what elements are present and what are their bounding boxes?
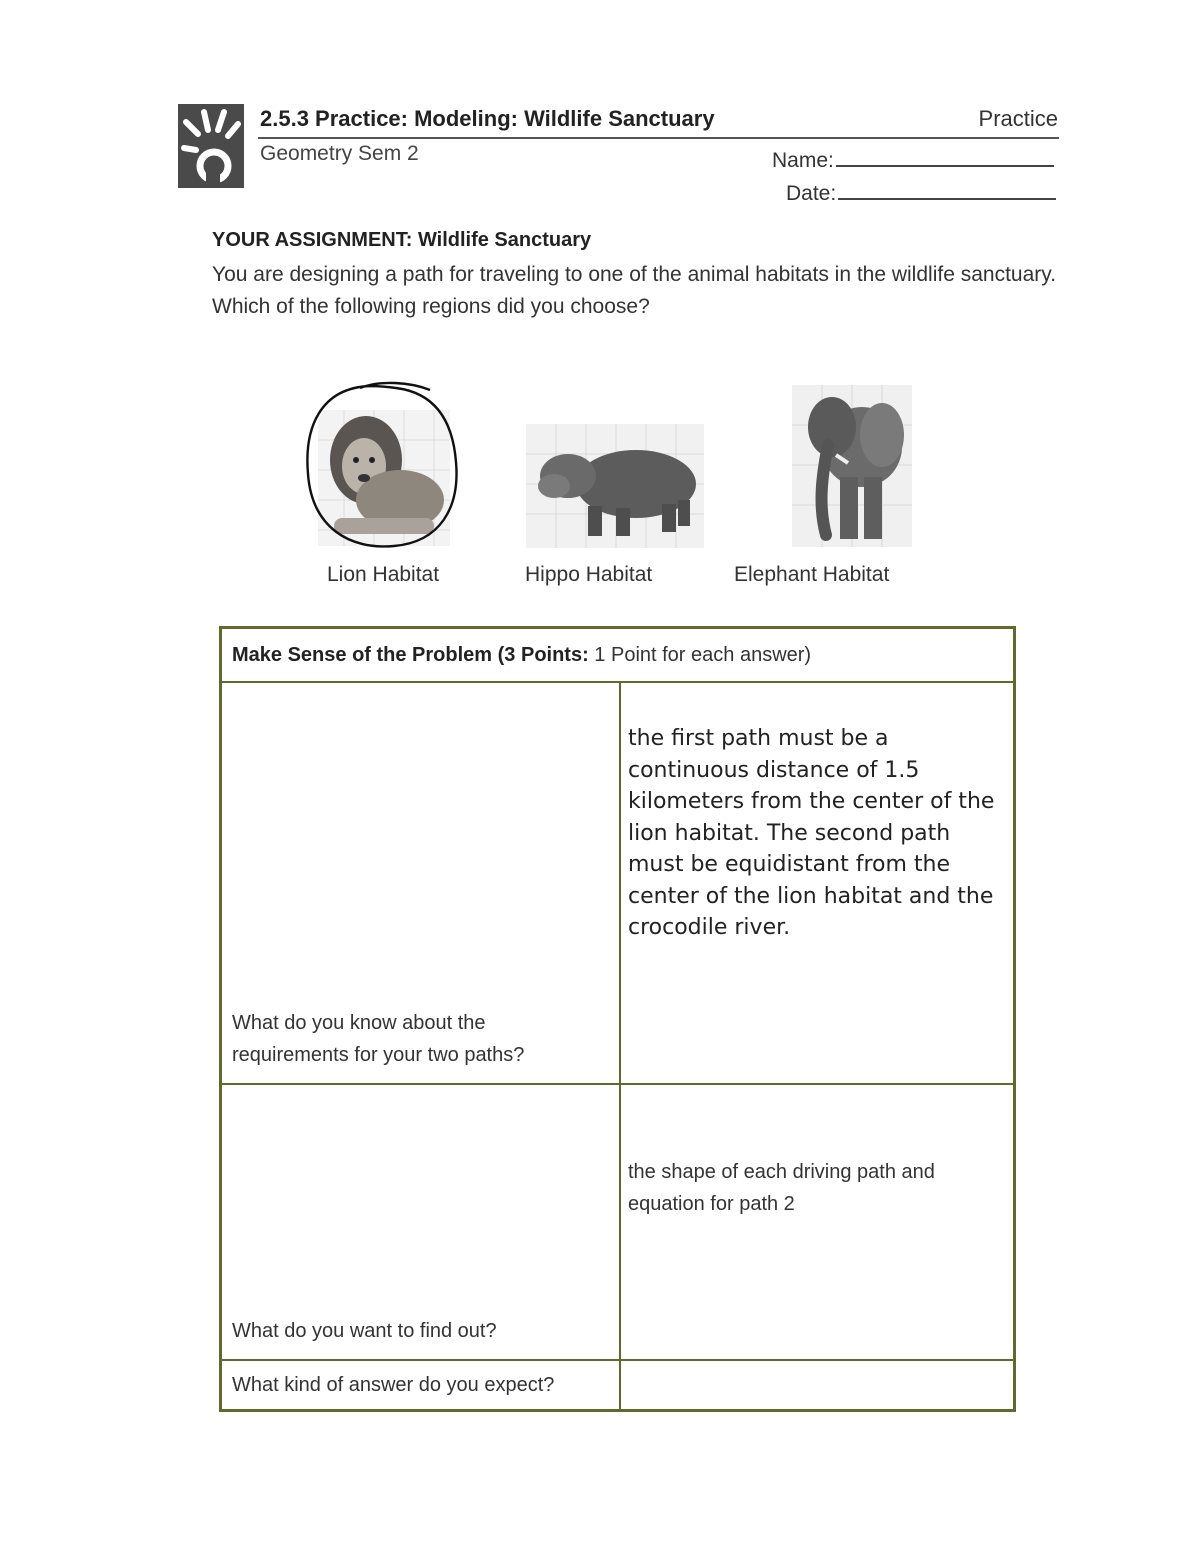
publisher-logo xyxy=(178,104,244,188)
title-divider xyxy=(258,137,1059,139)
row-divider xyxy=(222,1359,1013,1361)
name-label: Name: xyxy=(772,149,834,172)
course-name: Geometry Sem 2 xyxy=(260,142,419,165)
date-field[interactable] xyxy=(786,178,1056,206)
date-line[interactable] xyxy=(838,178,1056,200)
question-requirements: What do you know about the requirements for your two paths? xyxy=(232,1012,525,1066)
assignment-heading: YOUR ASSIGNMENT: Wildlife Sanctuary xyxy=(212,229,592,251)
problem-table xyxy=(219,626,1016,1412)
document-type: Practice xyxy=(978,106,1058,131)
table-header-points: 1 Point for each answer) xyxy=(588,644,812,666)
elephant-habitat-label: Elephant Habitat xyxy=(734,563,890,586)
row-divider xyxy=(222,681,1013,683)
table-header-bold: Make Sense of the Problem (3 Points: xyxy=(232,644,589,666)
answer-find-out[interactable]: the shape of each driving path and equation for path 2 xyxy=(628,1161,935,1215)
elephant-habitat-image[interactable] xyxy=(792,385,912,547)
answer-requirements[interactable]: the first path must be a continuous distance of 1.5 kilometers from the center of the lion habitat. The second path must be equidistant from the center of the lion habitat and the crocodile river. xyxy=(628,726,995,940)
lion-habitat-label: Lion Habitat xyxy=(327,563,440,586)
selection-circle-mark xyxy=(300,378,466,554)
column-divider xyxy=(619,683,621,1412)
document-title: 2.5.3 Practice: Modeling: Wildlife Sanctuary xyxy=(260,106,715,131)
date-label: Date: xyxy=(786,182,837,205)
question-expected-answer: What kind of answer do you expect? xyxy=(232,1374,555,1396)
name-line[interactable] xyxy=(836,145,1054,167)
hippo-habitat-image[interactable] xyxy=(526,424,704,548)
name-field[interactable] xyxy=(772,145,1054,173)
assignment-prompt: You are designing a path for traveling to one of the animal habitats in the wildlife sanctuary. Which of the following regions did you choose? xyxy=(212,263,1057,318)
question-find-out: What do you want to find out? xyxy=(232,1320,497,1342)
row-divider xyxy=(222,1083,1013,1085)
table-header xyxy=(232,639,811,671)
hippo-habitat-label: Hippo Habitat xyxy=(525,563,653,586)
